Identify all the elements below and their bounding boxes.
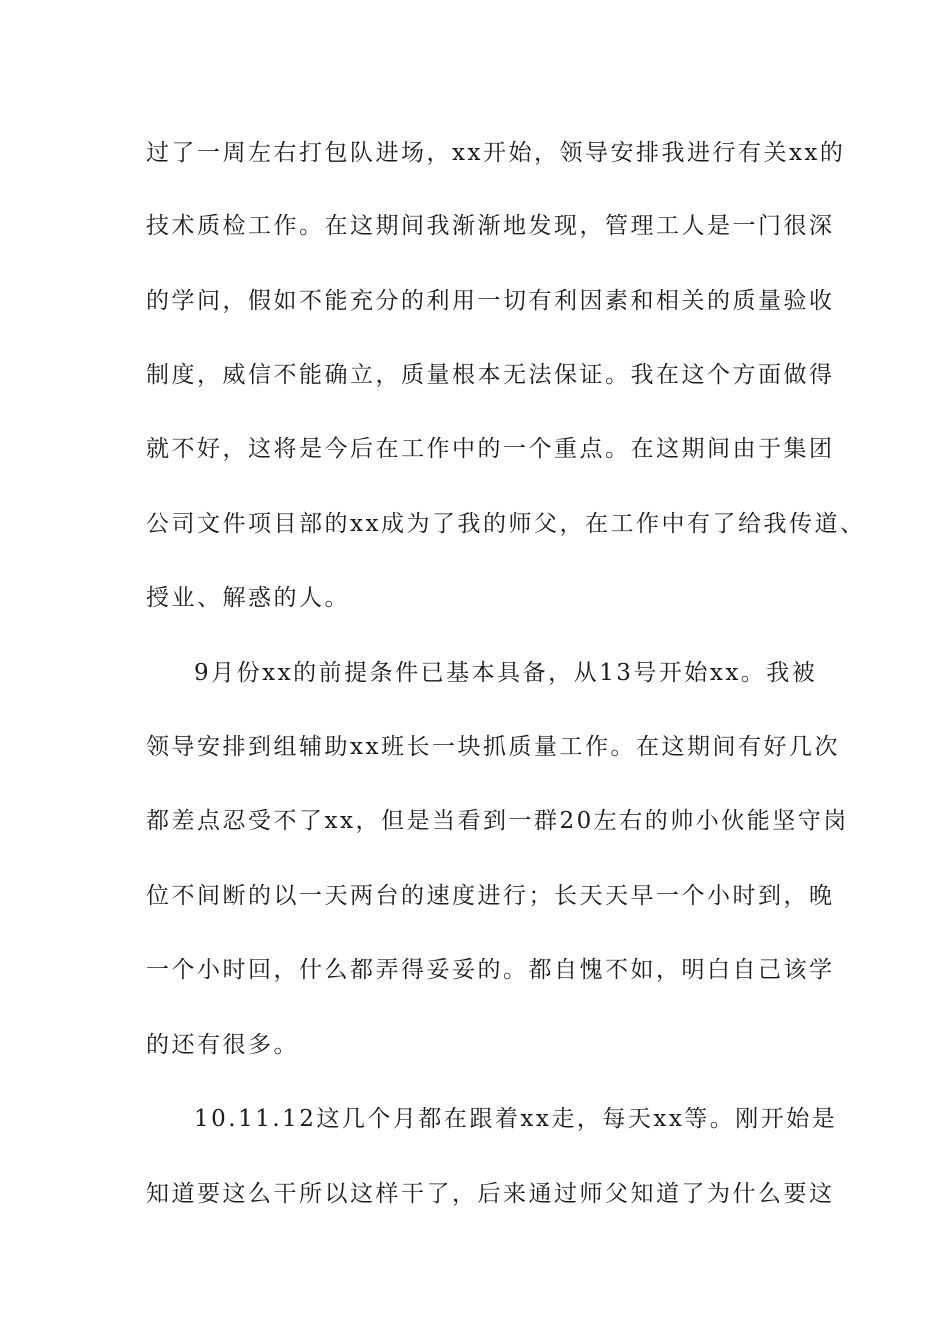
text-line: 都差点忍受不了xx，但是当看到一群20左右的帅小伙能坚守岗 [146,808,849,834]
text-line: 位不间断的以一天两台的速度进行；长天天早一个小时到，晚 [146,883,835,909]
text-line: 的还有很多。 [146,1032,299,1058]
paragraph-first-line: 10.11.12这几个月都在跟着xx走，每天xx等。刚开始是 [194,1106,838,1132]
text-line: 就不好，这将是今后在工作中的一个重点。在这期间由于集团 [146,436,835,462]
paragraph-first-line: 9月份xx的前提条件已基本具备，从13号开始xx。我被 [194,660,818,686]
text-line: 制度，威信不能确立，质量根本无法保证。我在这个方面做得 [146,362,835,388]
text-line: 领导安排到组辅助xx班长一块抓质量工作。在这期间有好几次 [146,734,840,760]
text-line: 的学问，假如不能充分的利用一切有利因素和相关的质量验收 [146,288,835,314]
text-line: 过了一周左右打包队进场，xx开始，领导安排我进行有关xx的 [146,140,846,166]
text-line: 技术质检工作。在这期间我渐渐地发现，管理工人是一门很深 [146,213,835,239]
text-line: 授业、解惑的人。 [146,585,350,611]
text-line: 一个小时回，什么都弄得妥妥的。都自愧不如，明白自己该学 [146,957,835,983]
text-line: 知道要这么干所以这样干了，后来通过师父知道了为什么要这 [146,1181,835,1207]
text-line: 公司文件项目部的xx成为了我的师父，在工作中有了给我传道、 [146,511,866,537]
